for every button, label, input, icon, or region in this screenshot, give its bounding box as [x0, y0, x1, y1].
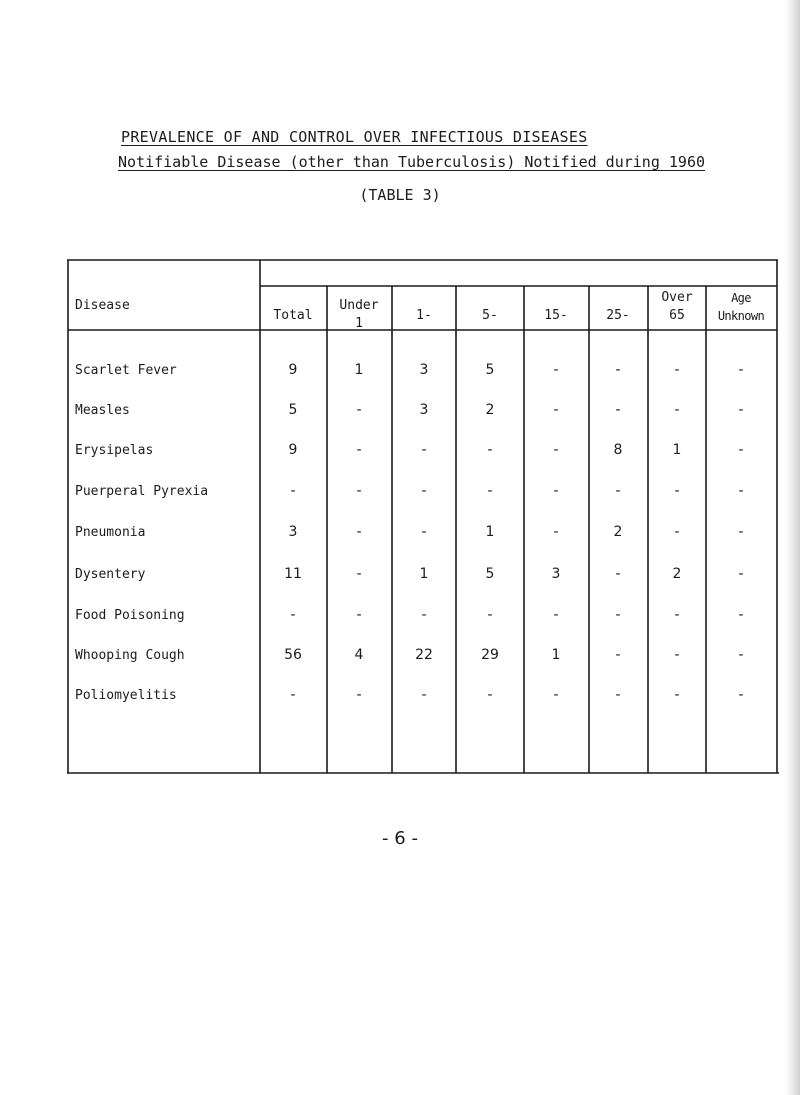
cell-age-15: - [553, 607, 559, 623]
cell-age-25: 2 [613, 524, 623, 540]
row-disease-label: Pneumonia [75, 525, 146, 540]
row-disease-label: Scarlet Fever [75, 363, 177, 378]
cell-age-1: - [421, 607, 427, 623]
cell-age-unknown: - [738, 402, 744, 418]
cell-age-unknown: - [738, 524, 744, 540]
header-line: Unknown [717, 309, 765, 323]
cell-age-25: - [615, 566, 621, 582]
cell-age-5: - [487, 607, 493, 623]
cell-over-65: - [674, 362, 680, 378]
cell-age-15: - [553, 524, 559, 540]
cell-age-unknown: - [738, 566, 744, 582]
cell-age-15: - [553, 402, 559, 418]
cell-age-unknown: - [738, 647, 744, 663]
cell-age-25: - [615, 402, 621, 418]
cell-total: 3 [288, 524, 298, 540]
cell-under-1: - [356, 687, 362, 703]
page-heading: PREVALENCE OF AND CONTROL OVER INFECTIOUS DISEASES [121, 128, 588, 146]
cell-total: 9 [288, 362, 298, 378]
page-edge-shadow [786, 0, 800, 1095]
header-line: Under [339, 298, 379, 313]
cell-over-65: - [674, 402, 680, 418]
header-line: Total [273, 308, 313, 323]
cell-age-25: - [615, 687, 621, 703]
cell-age-1: - [421, 483, 427, 499]
row-disease-label: Measles [75, 403, 130, 418]
cell-age-unknown: - [738, 607, 744, 623]
cell-over-65: 2 [672, 566, 682, 582]
cell-age-5: - [487, 483, 493, 499]
header-line: 1- [416, 308, 432, 323]
cell-age-15: - [553, 362, 559, 378]
header-under-1 [327, 297, 391, 333]
cell-under-1: - [356, 402, 362, 418]
header-disease: Disease [75, 298, 130, 313]
header-line: 1 [355, 316, 363, 331]
cell-total: - [290, 607, 296, 623]
header-age-15 [524, 307, 588, 325]
cell-total: 5 [288, 402, 298, 418]
cell-age-unknown: - [738, 483, 744, 499]
header-age-5 [458, 307, 522, 325]
cell-age-25: - [615, 647, 621, 663]
cell-age-5: - [487, 442, 493, 458]
header-line: 25- [606, 308, 630, 323]
cell-age-1: 3 [419, 402, 429, 418]
cell-age-1: 3 [419, 362, 429, 378]
cell-under-1: 1 [354, 362, 364, 378]
cell-over-65: - [674, 647, 680, 663]
cell-age-5: 29 [481, 647, 499, 663]
page-subheading: Notifiable Disease (other than Tuberculosis) Notified during 1960 [118, 153, 705, 171]
cell-age-25: - [615, 362, 621, 378]
cell-age-5: 5 [485, 566, 495, 582]
cell-over-65: - [674, 607, 680, 623]
cell-age-15: 3 [551, 566, 561, 582]
cell-age-1: 22 [415, 647, 433, 663]
header-line: 15- [544, 308, 568, 323]
cell-age-25: - [615, 607, 621, 623]
cell-under-1: - [356, 483, 362, 499]
cell-age-unknown: - [738, 687, 744, 703]
cell-age-15: - [553, 687, 559, 703]
row-disease-label: Food Poisoning [75, 608, 185, 623]
cell-total: - [290, 687, 296, 703]
cell-age-5: 2 [485, 402, 495, 418]
cell-over-65: 1 [672, 442, 682, 458]
header-line: Over [661, 290, 693, 305]
row-disease-label: Dysentery [75, 567, 146, 582]
row-disease-label: Puerperal Pyrexia [75, 484, 209, 499]
header-over-65 [645, 289, 709, 325]
disease-table [67, 259, 779, 775]
cell-total: 9 [288, 442, 298, 458]
cell-age-unknown: - [738, 442, 744, 458]
cell-age-25: - [615, 483, 621, 499]
cell-age-25: 8 [613, 442, 623, 458]
cell-age-5: - [487, 687, 493, 703]
cell-over-65: - [674, 483, 680, 499]
cell-under-1: - [356, 442, 362, 458]
header-line: 65 [669, 308, 685, 323]
header-total [261, 307, 325, 325]
cell-age-1: 1 [419, 566, 429, 582]
cell-age-15: - [553, 483, 559, 499]
table-caption: (TABLE 3) [359, 186, 441, 204]
cell-under-1: - [356, 524, 362, 540]
cell-age-1: - [421, 524, 427, 540]
cell-under-1: - [356, 607, 362, 623]
header-line: Age [731, 291, 751, 305]
cell-age-15: - [553, 442, 559, 458]
cell-total: - [290, 483, 296, 499]
page-number: - 6 - [382, 828, 418, 849]
row-disease-label: Whooping Cough [75, 648, 185, 663]
cell-under-1: 4 [354, 647, 364, 663]
cell-over-65: - [674, 524, 680, 540]
row-disease-label: Poliomyelitis [75, 688, 177, 703]
cell-age-5: 5 [485, 362, 495, 378]
header-age-1 [392, 307, 456, 325]
cell-age-15: 1 [551, 647, 561, 663]
row-disease-label: Erysipelas [75, 443, 154, 458]
cell-over-65: - [674, 687, 680, 703]
cell-age-1: - [421, 442, 427, 458]
header-age-unknown [709, 289, 773, 325]
cell-age-5: 1 [485, 524, 495, 540]
cell-age-1: - [421, 687, 427, 703]
cell-total: 56 [284, 647, 302, 663]
cell-age-unknown: - [738, 362, 744, 378]
header-age-25 [586, 307, 650, 325]
header-line: 5- [482, 308, 498, 323]
cell-under-1: - [356, 566, 362, 582]
cell-total: 11 [284, 566, 302, 582]
